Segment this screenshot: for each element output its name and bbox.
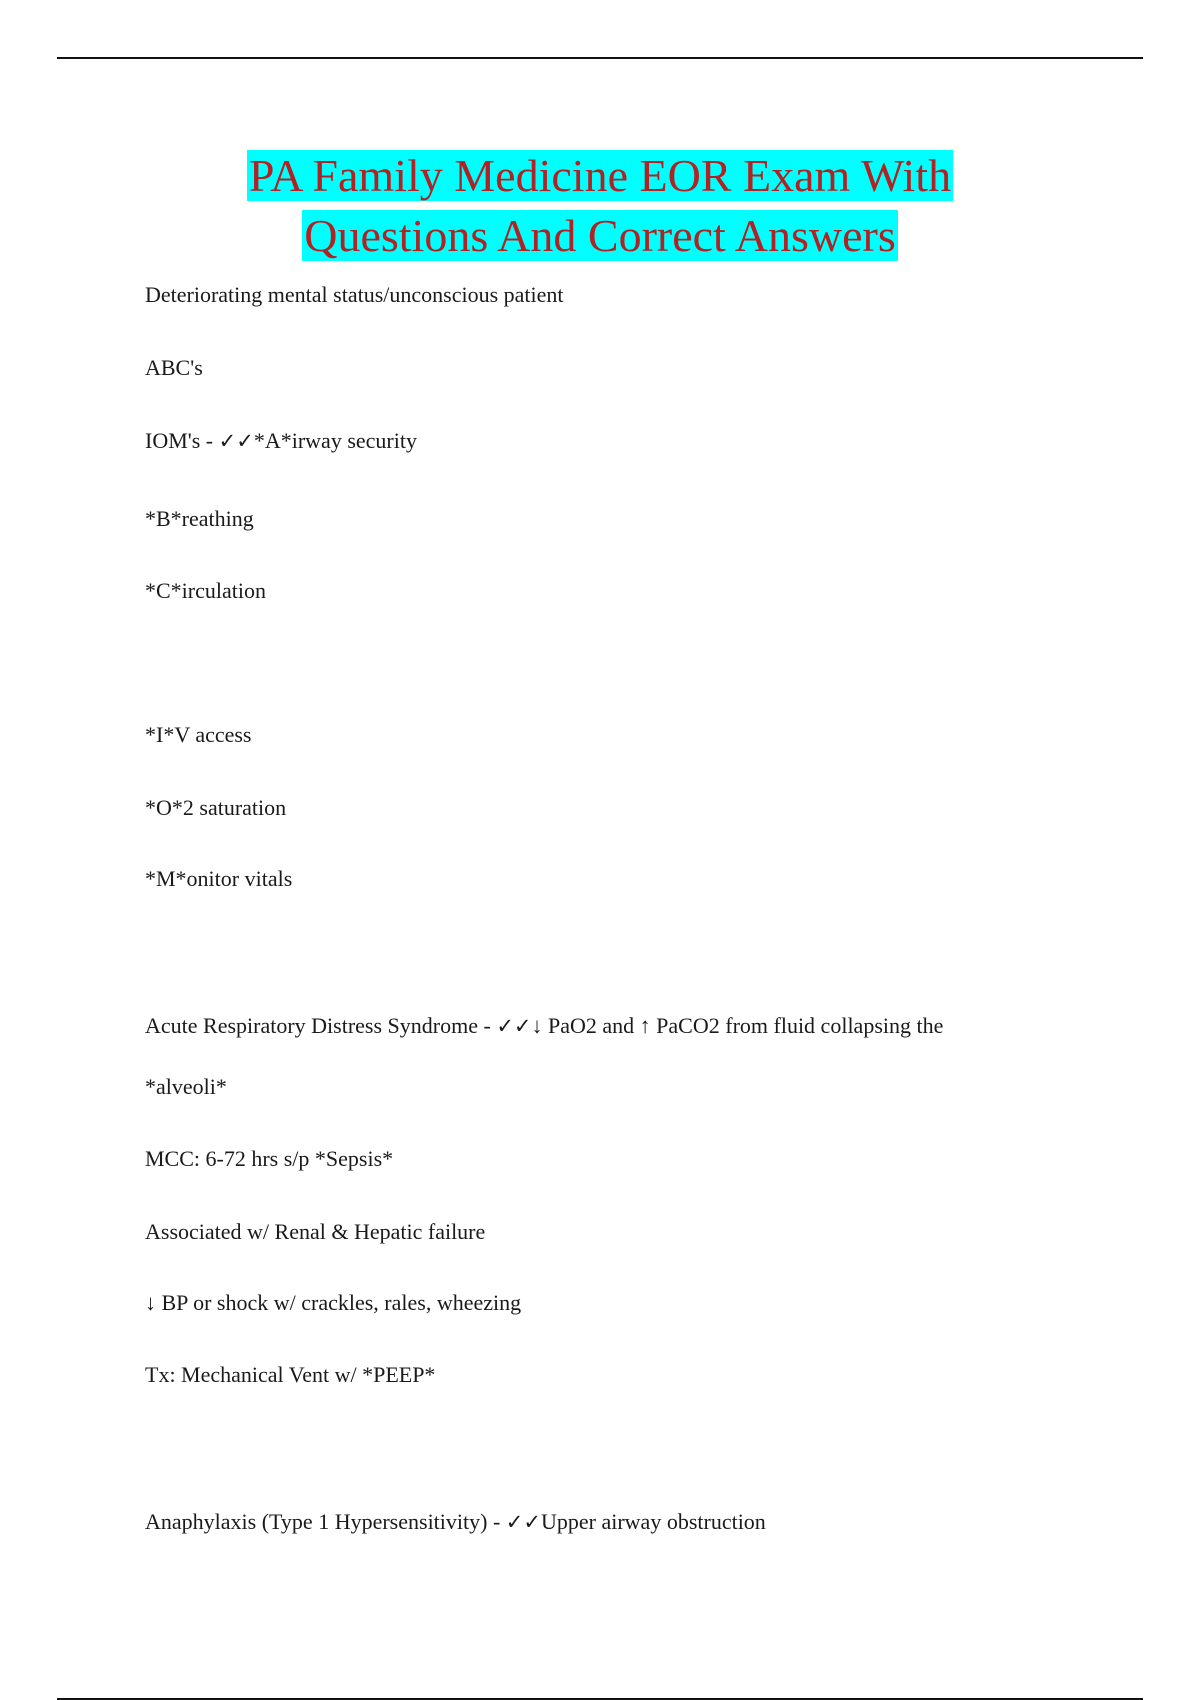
answer-text: Upper airway obstruction	[540, 1509, 766, 1534]
text-line: *alveoli*	[145, 1074, 227, 1099]
text-line	[145, 1013, 943, 1039]
text-line: *M*onitor vitals	[145, 866, 293, 891]
check-icon: ✓✓	[496, 1014, 532, 1038]
check-icon: ✓✓	[218, 429, 254, 453]
text-line: Associated w/ Renal & Hepatic failure	[145, 1219, 486, 1244]
text-line	[145, 1509, 766, 1535]
title-line-1: PA Family Medicine EOR Exam With	[248, 150, 952, 201]
text-line: Deteriorating mental status/unconscious patient	[145, 282, 564, 307]
text-line: Tx: Mechanical Vent w/ *PEEP*	[145, 1362, 436, 1387]
term-text: Anaphylaxis (Type 1 Hypersensitivity) -	[145, 1509, 506, 1534]
text-line: *I*V access	[145, 722, 252, 747]
term-text: Acute Respiratory Distress Syndrome -	[145, 1013, 497, 1038]
text-line: *O*2 saturation	[145, 795, 287, 820]
answer-text: ↓ PaO2 and ↑ PaCO2 from fluid collapsing the	[531, 1013, 944, 1038]
document-title	[0, 146, 1200, 266]
text-line: *B*reathing	[145, 506, 254, 531]
text-line: MCC: 6-72 hrs s/p *Sepsis*	[145, 1146, 394, 1171]
answer-text: *A*irway security	[253, 428, 417, 453]
text-line: ↓ BP or shock w/ crackles, rales, wheezing	[145, 1290, 522, 1315]
check-icon: ✓✓	[505, 1510, 541, 1534]
header-rule	[57, 57, 1143, 59]
text-line	[145, 428, 417, 454]
title-line-2: Questions And Correct Answers	[304, 210, 896, 261]
text-line: *C*irculation	[145, 578, 266, 603]
term-text: IOM's -	[145, 428, 219, 453]
text-line: ABC's	[145, 355, 203, 380]
